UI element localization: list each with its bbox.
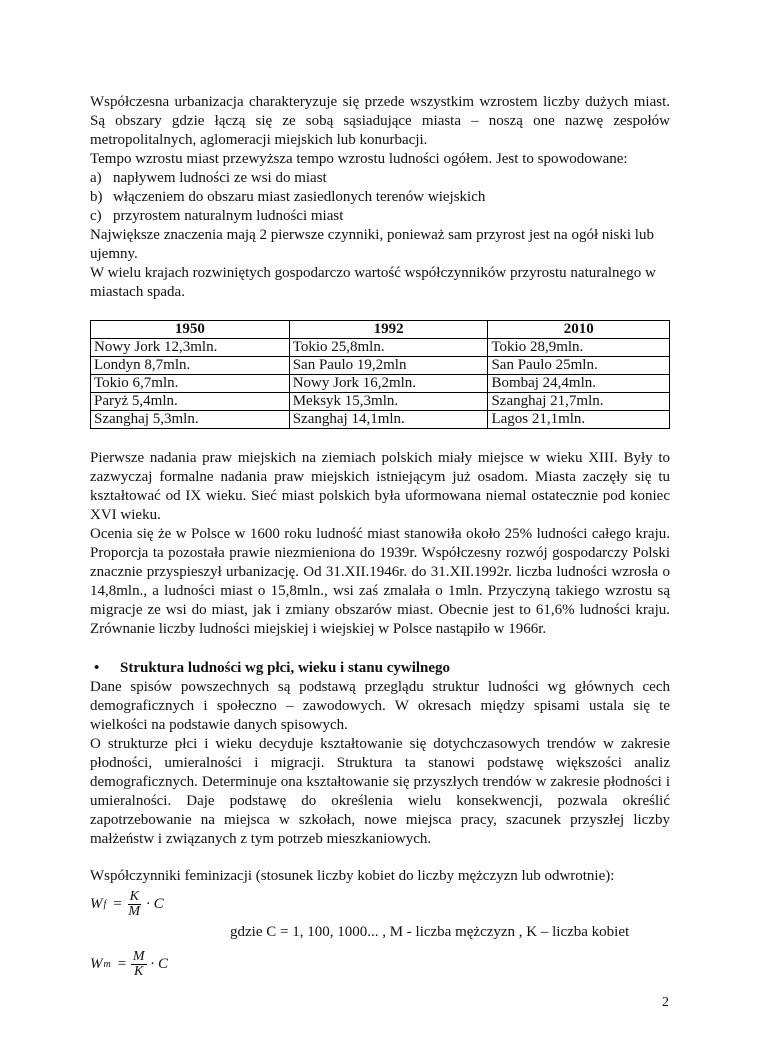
- table-cell: Tokio 6,7mln.: [91, 375, 290, 393]
- formula-legend: gdzie C = 1, 100, 1000... , M - liczba mężczyzn , K – liczba kobiet: [230, 924, 630, 940]
- structure-paragraph-2: O strukturze płci i wieku decyduje kształtowanie się dotychczasowych trendów w zakresie płodności, umieralności i migracji. Struktura ta stanowi podstawę większości analiz demograficznych. Determinuje ona kształtowanie się przyszłych trendów w zakresie płodności i umieralności. Daje podstawę do określenia wielu konsekwencji, pozwala określić zapotrzebowanie na miejsca w szkołach, nowe miejsca pracy, szacunek przyszłej liczby małżeństw i związanych z tym potrzeb mieszkaniowych.: [90, 736, 670, 847]
- table-cell: Meksyk 15,3mln.: [289, 393, 488, 411]
- table-cell: Nowy Jork 12,3mln.: [91, 339, 290, 357]
- formula-symbol: W: [90, 896, 103, 912]
- intro-paragraph-1: Współczesna urbanizacja charakteryzuje się przede wszystkim wzrostem liczby dużych miast. Są obszary gdzie łączą się ze sobą sąsiadujące miasta – noszą one nazwę zespołów metropolitalnych, aglomeracji miejskich lub konurbacji.: [90, 94, 670, 148]
- structure-paragraph-1: Dane spisów powszechnych są podstawą przeglądu struktur ludności wg głównych cech demograficznych i społeczno – zawodowych. W okresach między spisami ustala się te wielkości na podstawie danych spisowych.: [90, 679, 670, 733]
- list-text: napływem ludności ze wsi do miast: [113, 170, 327, 186]
- fraction-denominator: K: [134, 964, 144, 979]
- table-cell: Londyn 8,7mln.: [91, 357, 290, 375]
- formula-fraction: [131, 950, 147, 979]
- table-row: [91, 339, 670, 357]
- formula-wf: [90, 890, 164, 919]
- table-header-row: [91, 321, 670, 339]
- column-header: 1950: [91, 321, 290, 339]
- feminization-intro: Współczynniki feminizacji (stosunek liczby kobiet do liczby mężczyzn lub odwrotnie):: [90, 868, 615, 884]
- feminization-formulas: [90, 888, 670, 986]
- formula-subscript: f: [103, 899, 107, 910]
- section-heading: [90, 659, 670, 678]
- table-row: [91, 375, 670, 393]
- table-row: [91, 393, 670, 411]
- table-cell: Szanghaj 14,1mln.: [289, 411, 488, 429]
- history-paragraph-1: Pierwsze nadania praw miejskich na ziemiach polskich miały miejsce w wieku XIII. Były to zazwyczaj formalne nadania praw miejskich istniejącym już osadom. Miasta zaczęły się tu kształtować od IX wieku. Sieć miast polskich była uformowana niemal ostatecznie pod koniec XVI wieku.: [90, 450, 670, 523]
- formula-subscript: m: [103, 959, 111, 970]
- list-marker: a): [90, 170, 102, 186]
- table-cell: San Paulo 25mln.: [488, 357, 670, 375]
- formula-equals: =: [112, 896, 123, 912]
- formula-equals: =: [116, 956, 127, 972]
- list-text: włączeniem do obszaru miast zasiedlonych terenów wiejskich: [113, 189, 486, 205]
- table-cell: Szanghaj 5,3mln.: [91, 411, 290, 429]
- formula-tail: · C: [146, 896, 164, 912]
- table-row: [91, 411, 670, 429]
- table-cell: Paryż 5,4mln.: [91, 393, 290, 411]
- intro-paragraph-4: W wielu krajach rozwiniętych gospodarczo wartość współczynników przyrostu naturalnego w miastach spada.: [90, 265, 656, 300]
- intro-paragraph-2: Tempo wzrostu miast przewyższa tempo wzrostu ludności ogółem. Jest to spowodowane:: [90, 151, 628, 167]
- column-header: 2010: [488, 321, 670, 339]
- table-cell: Nowy Jork 16,2mln.: [289, 375, 488, 393]
- fraction-numerator: M: [132, 949, 145, 964]
- list-marker: c): [90, 208, 102, 224]
- fraction-numerator: K: [129, 889, 139, 904]
- formula-symbol: W: [90, 956, 103, 972]
- table-cell: Lagos 21,1mln.: [488, 411, 670, 429]
- bullet-icon: •: [94, 660, 100, 676]
- table-cell: Tokio 28,9mln.: [488, 339, 670, 357]
- list-text: przyrostem naturalnym ludności miast: [113, 208, 344, 224]
- table-cell: Tokio 25,8mln.: [289, 339, 488, 357]
- formula-fraction: [126, 890, 142, 919]
- table-cell: San Paulo 19,2mln: [289, 357, 488, 375]
- fraction-denominator: M: [128, 904, 141, 919]
- page-number: 2: [662, 995, 669, 1010]
- column-header: 1992: [289, 321, 488, 339]
- largest-cities-table: [90, 320, 670, 429]
- causes-list: [90, 169, 670, 226]
- formula-tail: · C: [150, 956, 169, 972]
- list-item: [90, 188, 670, 207]
- table-cell: Bombaj 24,4mln.: [488, 375, 670, 393]
- table-row: [91, 357, 670, 375]
- list-marker: b): [90, 189, 103, 205]
- document-page: [90, 93, 670, 986]
- table-cell: Szanghaj 21,7mln.: [488, 393, 670, 411]
- list-item: [90, 207, 670, 226]
- formula-wm: [90, 950, 168, 979]
- intro-paragraph-3: Największe znaczenia mają 2 pierwsze czynniki, ponieważ sam przyrost jest na ogół niski lub ujemny.: [90, 227, 654, 262]
- list-item: [90, 169, 670, 188]
- section-heading-text: Struktura ludności wg płci, wieku i stanu cywilnego: [120, 660, 451, 676]
- history-paragraph-2: Ocenia się że w Polsce w 1600 roku ludność miast stanowiła około 25% ludności całego kraju. Proporcja ta pozostała prawie niezmieniona do 1939r. Współczesny rozwój gospodarczy Polski znacznie przyspieszył urbanizację. Od 31.XII.1946r. do 31.XII.1992r. liczba ludności wzrosła o 14,8mln., a ludności miast o 15,8mln., wsi zaś zmalała o 1mln. Przyczyną takiego wzrostu są migracje ze wsi do miast, jak i zmiany obszarów miast. Obecnie jest to 61,6% ludności kraju. Zrównanie liczby ludności miejskiej i wiejskiej w Polsce nastąpiło w 1966r.: [90, 526, 670, 637]
